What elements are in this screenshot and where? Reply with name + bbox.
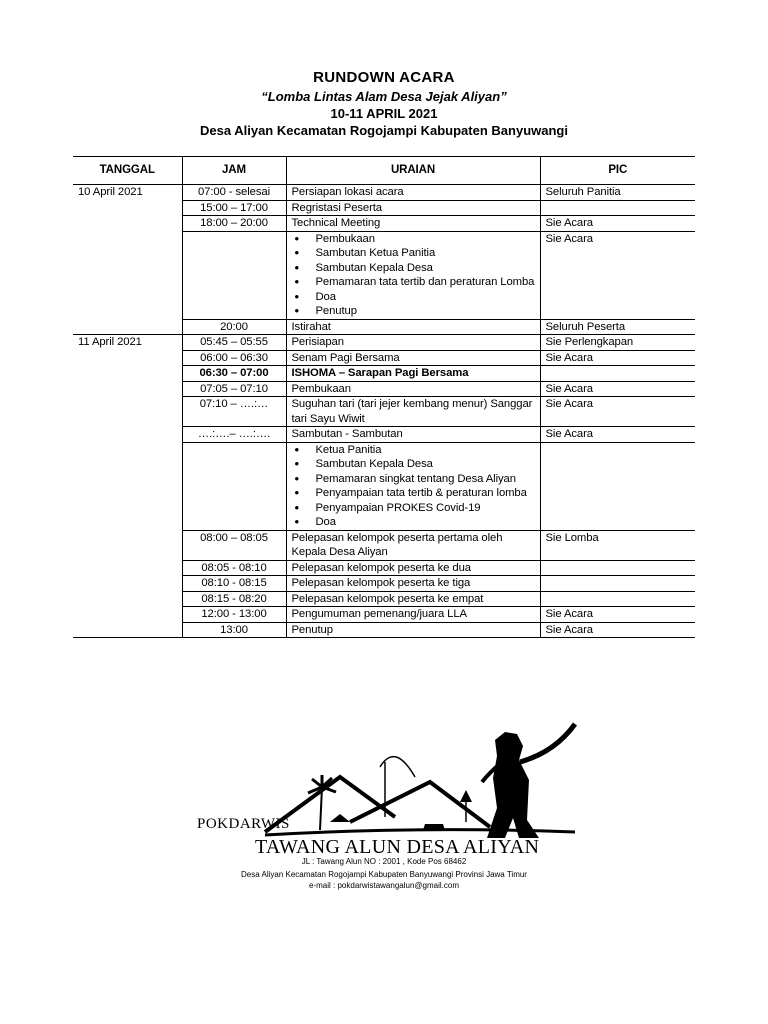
cell-tanggal xyxy=(73,216,182,232)
list-item: • Sambutan Kepala Desa xyxy=(292,457,535,472)
logo-address-line2: Desa Aliyan Kecamatan Rogojampi Kabupaten Banyuwangi Provinsi Jawa Timur xyxy=(241,870,527,879)
logo-org-small: POKDARWIS xyxy=(197,816,290,832)
column-header-tanggal: TANGGAL xyxy=(73,157,182,185)
cell-uraian: Suguhan tari (tari jejer kembang menur) Sanggar tari Sayu Wiwit xyxy=(286,397,540,427)
cell-pic: Sie Perlengkapan xyxy=(540,335,695,351)
cell-jam xyxy=(182,231,286,319)
cell-jam: 18:00 – 20:00 xyxy=(182,216,286,232)
cell-jam: 07:10 – ….:… xyxy=(182,397,286,427)
event-dates: 10-11 APRIL 2021 xyxy=(330,106,438,121)
cell-tanggal xyxy=(73,381,182,397)
list-item: • Sambutan Kepala Desa xyxy=(292,261,535,276)
cell-jam: 05:45 – 05:55 xyxy=(182,335,286,351)
cell-pic: Sie Acara xyxy=(540,397,695,427)
cell-tanggal xyxy=(73,607,182,623)
cell-tanggal xyxy=(73,560,182,576)
cell-pic: Seluruh Peserta xyxy=(540,319,695,335)
cell-uraian: Regristasi Peserta xyxy=(286,200,540,216)
cell-pic: Sie Acara xyxy=(540,622,695,638)
cell-tanggal xyxy=(73,530,182,560)
list-item: • Ketua Panitia xyxy=(292,443,535,458)
cell-uraian: Pelepasan kelompok peserta ke dua xyxy=(286,560,540,576)
cell-tanggal xyxy=(73,397,182,427)
cell-tanggal: 10 April 2021 xyxy=(73,185,182,201)
column-header-pic: PIC xyxy=(540,157,695,185)
cell-jam: 20:00 xyxy=(182,319,286,335)
cell-uraian: Senam Pagi Bersama xyxy=(286,350,540,366)
cell-pic xyxy=(540,442,695,530)
table-row xyxy=(73,231,695,319)
table-row xyxy=(73,591,695,607)
cell-pic xyxy=(540,560,695,576)
document-header xyxy=(0,68,768,139)
cell-pic: Seluruh Panitia xyxy=(540,185,695,201)
cell-uraian: Technical Meeting xyxy=(286,216,540,232)
table-row xyxy=(73,381,695,397)
cell-tanggal xyxy=(73,576,182,592)
cell-tanggal xyxy=(73,350,182,366)
list-item: • Pembukaan xyxy=(292,232,535,247)
cell-uraian: Persiapan lokasi acara xyxy=(286,185,540,201)
cell-tanggal xyxy=(73,591,182,607)
cell-pic xyxy=(540,366,695,382)
table-row xyxy=(73,319,695,335)
cell-pic: Sie Acara xyxy=(540,231,695,319)
list-item: • Doa xyxy=(292,290,535,305)
cell-pic: Sie Acara xyxy=(540,350,695,366)
table-row xyxy=(73,607,695,623)
cell-jam: 08:05 - 08:10 xyxy=(182,560,286,576)
cell-tanggal xyxy=(73,366,182,382)
cell-uraian: Pelepasan kelompok peserta pertama oleh Kepala Desa Aliyan xyxy=(286,530,540,560)
cell-jam: 06:00 – 06:30 xyxy=(182,350,286,366)
cell-tanggal xyxy=(73,319,182,335)
table-row xyxy=(73,622,695,638)
cell-uraian: Pelepasan kelompok peserta ke tiga xyxy=(286,576,540,592)
column-header-uraian: URAIAN xyxy=(286,157,540,185)
list-item: • Penyampaian PROKES Covid-19 xyxy=(292,501,535,516)
table-row xyxy=(73,442,695,530)
cell-uraian xyxy=(286,442,540,530)
cell-uraian: Pengumuman pemenang/juara LLA xyxy=(286,607,540,623)
cell-jam: 06:30 – 07:00 xyxy=(182,366,286,382)
table-header-row xyxy=(73,157,695,185)
table-row xyxy=(73,216,695,232)
cell-jam: 08:10 - 08:15 xyxy=(182,576,286,592)
cell-tanggal xyxy=(73,427,182,443)
cell-uraian xyxy=(286,231,540,319)
cell-jam: 08:00 – 08:05 xyxy=(182,530,286,560)
cell-tanggal: 11 April 2021 xyxy=(73,335,182,351)
cell-tanggal xyxy=(73,231,182,319)
cell-pic: Sie Acara xyxy=(540,216,695,232)
cell-pic: Sie Lomba xyxy=(540,530,695,560)
table-body xyxy=(73,185,695,638)
cell-pic: Sie Acara xyxy=(540,381,695,397)
cell-pic: Sie Acara xyxy=(540,427,695,443)
agenda-bullet-list xyxy=(292,443,535,530)
column-header-jam: JAM xyxy=(182,157,286,185)
cell-pic xyxy=(540,200,695,216)
document-title: RUNDOWN ACARA xyxy=(313,69,455,86)
event-name: “Lomba Lintas Alam Desa Jejak Aliyan” xyxy=(261,89,507,104)
cell-tanggal xyxy=(73,200,182,216)
logo-email: e-mail : pokdarwistawangalun@gmail.com xyxy=(309,881,459,890)
cell-jam: 07:05 – 07:10 xyxy=(182,381,286,397)
table-row xyxy=(73,335,695,351)
pokdarwis-logo xyxy=(190,722,580,892)
cell-uraian: Perisiapan xyxy=(286,335,540,351)
table-row xyxy=(73,185,695,201)
agenda-bullet-list xyxy=(292,232,535,319)
table-row xyxy=(73,530,695,560)
table-row xyxy=(73,560,695,576)
list-item: • Pemamaran singkat tentang Desa Aliyan xyxy=(292,472,535,487)
table-row xyxy=(73,397,695,427)
cell-uraian: ISHOMA – Sarapan Pagi Bersama xyxy=(286,366,540,382)
cell-uraian: Pelepasan kelompok peserta ke empat xyxy=(286,591,540,607)
table-row xyxy=(73,366,695,382)
rundown-table xyxy=(73,156,695,638)
list-item: • Doa xyxy=(292,515,535,530)
cell-tanggal xyxy=(73,442,182,530)
cell-pic: Sie Acara xyxy=(540,607,695,623)
event-location: Desa Aliyan Kecamatan Rogojampi Kabupaten Banyuwangi xyxy=(200,123,568,138)
list-item: • Penyampaian tata tertib & peraturan lomba xyxy=(292,486,535,501)
cell-jam: 12:00 - 13:00 xyxy=(182,607,286,623)
table-row xyxy=(73,427,695,443)
cell-jam: 15:00 – 17:00 xyxy=(182,200,286,216)
list-item: • Pemamaran tata tertib dan peraturan Lomba xyxy=(292,275,535,290)
cell-jam: ….:….– ….:…. xyxy=(182,427,286,443)
cell-jam xyxy=(182,442,286,530)
table-row xyxy=(73,350,695,366)
logo-org-name: TAWANG ALUN DESA ALIYAN xyxy=(255,836,540,858)
table-row xyxy=(73,576,695,592)
cell-pic xyxy=(540,591,695,607)
list-item: • Sambutan Ketua Panitia xyxy=(292,246,535,261)
logo-address-line1: JL : Tawang Alun NO : 2001 , Kode Pos 68462 xyxy=(301,857,467,866)
list-item: • Penutup xyxy=(292,304,535,319)
cell-jam: 13:00 xyxy=(182,622,286,638)
table-row xyxy=(73,200,695,216)
cell-tanggal xyxy=(73,622,182,638)
cell-uraian: Sambutan - Sambutan xyxy=(286,427,540,443)
cell-uraian: Pembukaan xyxy=(286,381,540,397)
cell-uraian: Istirahat xyxy=(286,319,540,335)
cell-uraian: Penutup xyxy=(286,622,540,638)
cell-jam: 08:15 - 08:20 xyxy=(182,591,286,607)
cell-jam: 07:00 - selesai xyxy=(182,185,286,201)
cell-pic xyxy=(540,576,695,592)
